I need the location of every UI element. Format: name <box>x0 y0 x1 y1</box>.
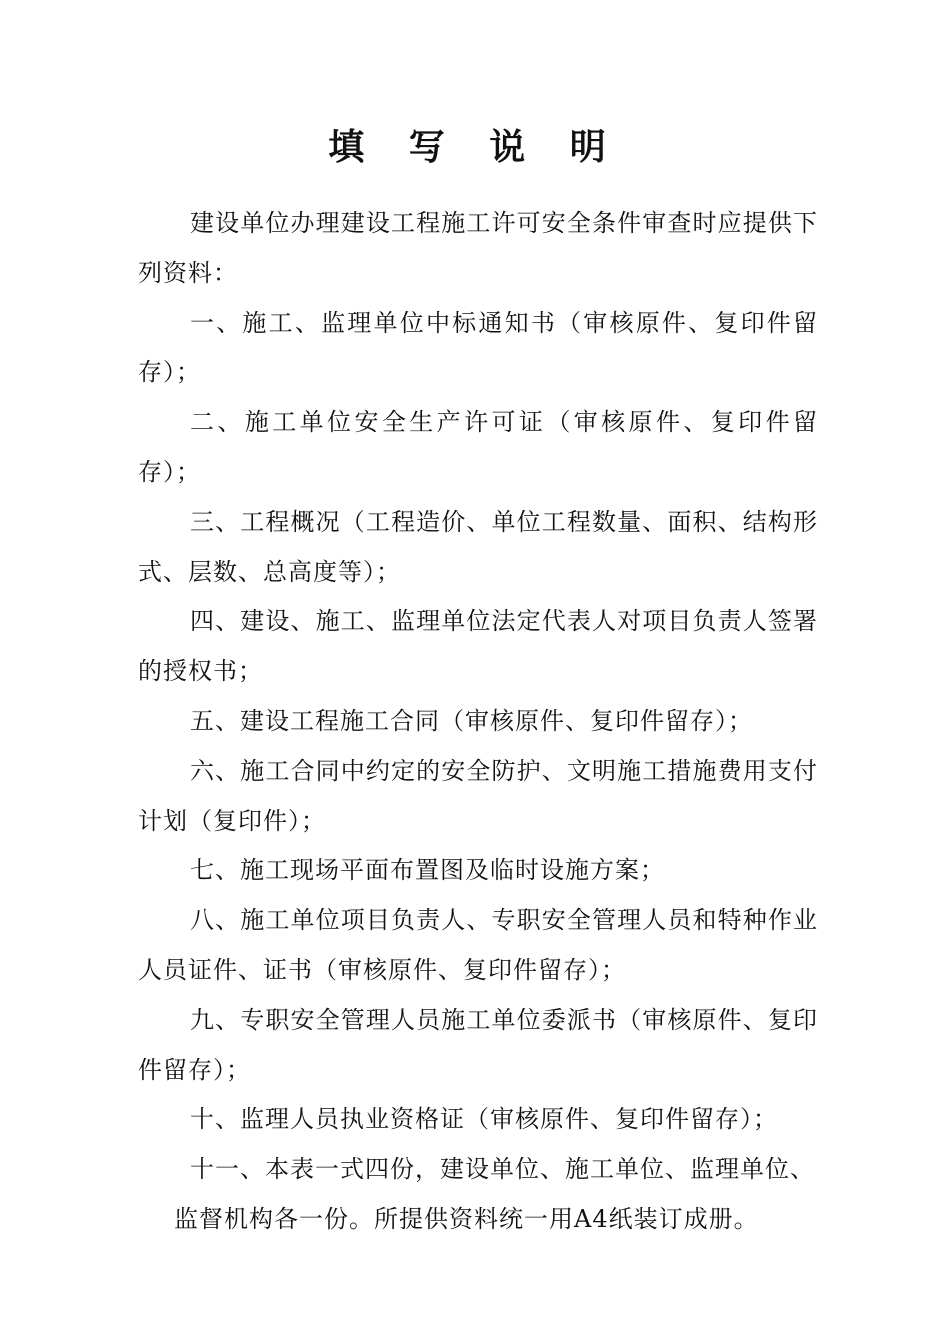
page-title: 填 写 说 明 <box>328 126 622 168</box>
list-item: 四、建设、施工、监理单位法定代表人对项目负责人签署的授权书； <box>138 607 818 686</box>
list-item: 十一、本表一式四份，建设单位、施工单位、监理单位、监督机构各一份。所提供资料统一用A4纸装订成册。 <box>174 1155 815 1233</box>
list-item: 六、施工合同中约定的安全防护、文明施工措施费用支付计划（复印件）； <box>138 756 818 835</box>
list-item: 十、监理人员执业资格证（审核原件、复印件留存）； <box>190 1105 778 1134</box>
list-item: 九、专职安全管理人员施工单位委派书（审核原件、复印件留存）； <box>138 1005 818 1084</box>
list-item: 三、工程概况（工程造价、单位工程数量、面积、结构形式、层数、总高度等）； <box>138 507 818 586</box>
intro-paragraph: 建设单位办理建设工程施工许可安全条件审查时应提供下列资料： <box>138 209 818 287</box>
list-item: 一、施工、监理单位中标通知书（审核原件、复印件留存）； <box>138 308 818 387</box>
list-item: 二、施工单位安全生产许可证（审核原件、复印件留存）； <box>138 408 818 486</box>
list-item: 五、建设工程施工合同（审核原件、复印件留存）； <box>190 706 753 735</box>
instructions-body <box>138 199 818 1245</box>
list-item: 七、施工现场平面布置图及临时设施方案； <box>190 856 665 885</box>
list-item: 八、施工单位项目负责人、专职安全管理人员和特种作业人员证件、证书（审核原件、复印件留存）； <box>138 906 818 984</box>
